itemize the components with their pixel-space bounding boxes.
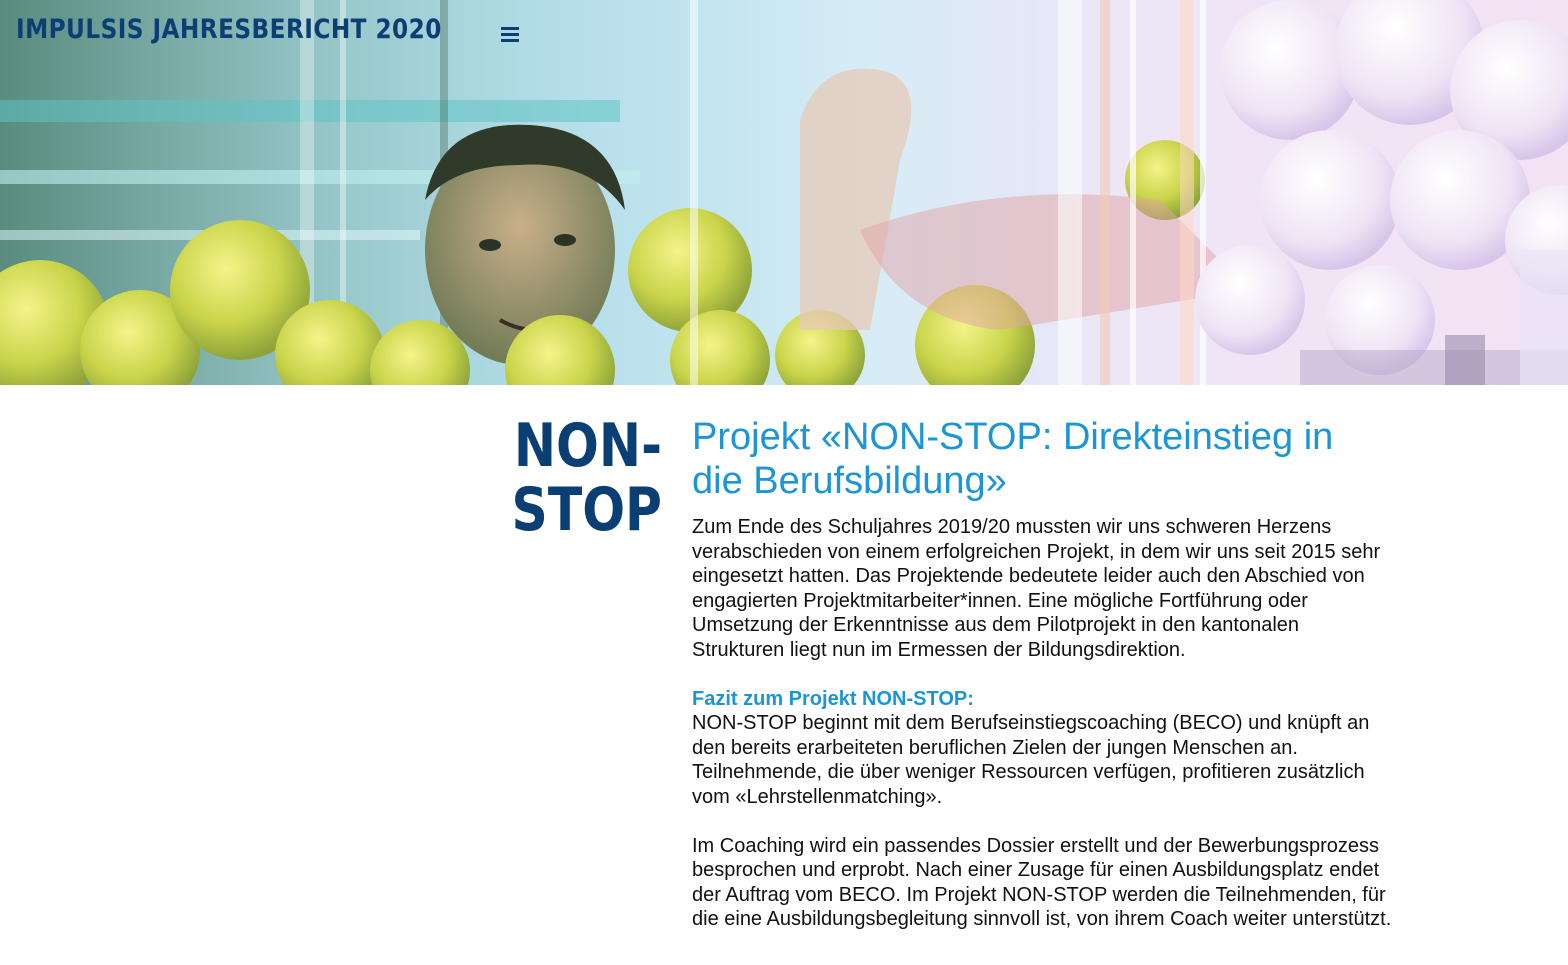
hero-image (0, 0, 1568, 385)
coaching-paragraph: Im Coaching wird ein passendes Dossier erstellt und der Bewerbungsprozess besprochen und erprobt. Nach einer Zusage für einen Ausbildungsplatz endet der Auftrag vom BECO. Im Projekt NON-STOP werden die Teilnehmenden, für die eine Ausbildungsbegleitung sinnvoll ist, von ihrem Coach weiter unterstützt. (692, 834, 1392, 931)
menu-bar (501, 39, 519, 42)
article-heading: Projekt «NON-STOP: Direkteinstieg in die Berufsbildung» (692, 416, 1334, 502)
menu-bar (501, 33, 519, 36)
conclusion-paragraph: NON-STOP beginnt mit dem Berufseinstiegscoaching (BECO) und knüpft an den bereits erarbeiteten beruflichen Zielen der jungen Menschen an. Teilnehmende, die über weniger Ressourcen verfügen, profitieren zusätzlich vom «Lehrstellenmatching». (692, 712, 1370, 808)
menu-bar (501, 27, 519, 30)
hamburger-menu-icon[interactable] (498, 23, 524, 47)
side-title-line-1: NON- (513, 411, 662, 481)
intro-paragraph: Zum Ende des Schuljahres 2019/20 mussten wir uns schweren Herzens verabschieden von einem erfolgreichen Projekt, in dem wir uns seit 2015 sehr eingesetzt hatten. Das Projektende bedeutete leider auch den Abschied von engagierten Projektmitarbeiter*innen. Eine mögliche Fortführung oder Umsetzung der Erkenntnisse aus dem Pilotprojekt in den kantonalen Strukturen liegt nun im Ermessen der Bildungsdirektion. (692, 516, 1381, 661)
conclusion-subheading: Fazit zum Projekt NON-STOP: (692, 687, 974, 710)
site-title[interactable]: IMPULSIS JAHRESBERICHT 2020 (16, 14, 442, 45)
side-title-line-2: STOP (511, 475, 662, 545)
article-content (692, 415, 1392, 956)
hero-photo (0, 0, 1568, 385)
section-side-title (494, 411, 662, 545)
